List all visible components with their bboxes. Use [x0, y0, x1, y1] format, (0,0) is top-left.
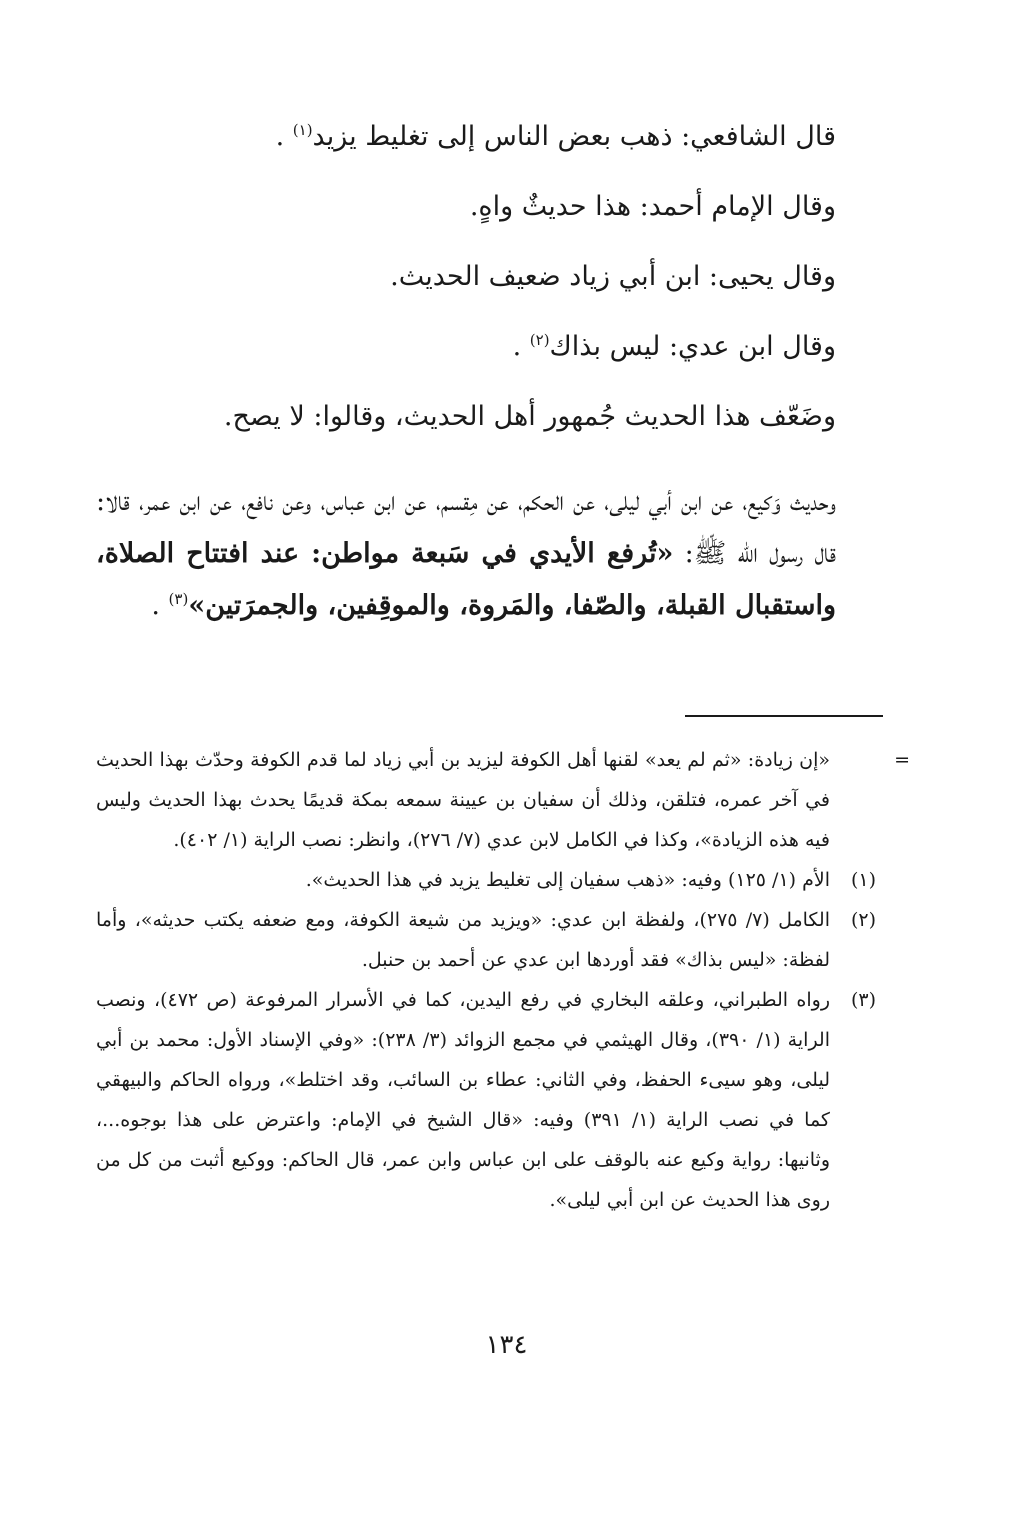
continuation-marker: =: [894, 749, 910, 771]
footnote-number: (٢): [850, 909, 876, 931]
line-end: .: [275, 121, 293, 152]
footnote-text: «إن زيادة: «ثم لم يعد» لقنها أهل الكوفة ليزيد بن أبي زياد لما قدم الكوفة وحدّث بهذا الحديث في آخر عمره، فتلقن، وذلك أن سفيان بن عيينة سمعه بمكة قديمًا يحدث بهذا الحديث وليس فيه هذه الزيادة»، وكذا في الكامل لابن عدي (٧/ ٢٧٦)، وانظر: نصب الراية (١/ ٤٠٢).: [96, 749, 830, 851]
footnote-text: الكامل (٧/ ٢٧٥)، ولفظة ابن عدي: «ويزيد من شيعة الكوفة، ومع ضعفه يكتب حديثه»، وأما لفظة: «ليس بذاك» فقد أوردها ابن عدي عن أحمد بن حنبل.: [96, 909, 830, 971]
hadith-paragraph: [96, 476, 836, 632]
line-text: قال الشافعي: ذهب بعض الناس إلى تغليط يزيد: [312, 121, 836, 152]
footnote-number: (١): [850, 869, 876, 891]
text-line: [96, 118, 836, 188]
page-number: ١٣٤: [485, 1330, 528, 1360]
line-text: وقال ابن عدي: ليس بذاك: [549, 331, 836, 362]
main-text: [96, 118, 836, 632]
text-line: وضَعّف هذا الحديث جُمهور أهل الحديث، وقالوا: لا يصح.: [223, 401, 836, 432]
footnote-text: رواه الطبراني، وعلقه البخاري في رفع اليدين، كما في الأسرار المرفوعة (ص ٤٧٢)، ونصب الراية (١/ ٣٩٠)، وقال الهيثمي في مجمع الزوائد (٣/ ٢٣٨): «وفي الإسناد الأول: محمد بن أبي ليلى، وهو سيىء الحفظ، وفي الثاني: عطاء بن السائب، وقد اختلط»، ورواه الحاكم والبيهقي كما في نصب الراية (١/ ٣٩١) وفيه: «قال الشيخ في الإمام: واعترض على هذا بوجوه...، وثانيها: رواية وكيع عنه بالوقف على ابن عباس وابن عمر، قال الحاكم: ووكيع أثبت من كل من روى هذا الحديث عن ابن أبي ليلى».: [96, 989, 830, 1211]
footnote-continuation: [96, 740, 910, 860]
footnotes: [96, 740, 910, 1220]
paragraph-text: وحديث وَكيع، عن ابن أبي ليلى، عن الحكم، عن مِقسم، عن ابن عباس، وعن نافع، عن ابن عمر، قالا: قال رسول الله ﷺ:: [96, 486, 837, 569]
text-line: وقال الإمام أحمد: هذا حديثٌ واهٍ.: [469, 191, 836, 222]
footnote-text: الأم (١/ ١٢٥) وفيه: «ذهب سفيان إلى تغليط يزيد في هذا الحديث».: [305, 869, 830, 891]
paragraph-end: .: [151, 590, 169, 621]
text-line: وقال يحيى: ابن أبي زياد ضعيف الحديث.: [390, 261, 836, 292]
footnote-separator: [685, 715, 883, 717]
footnote: [96, 900, 876, 980]
footnote-number: (٣): [850, 989, 876, 1011]
footnote-ref: (١): [292, 121, 313, 139]
footnote: [96, 860, 876, 900]
footnote-ref: (٣): [168, 590, 189, 608]
hadith-quote: «تُرفع الأيدي في سَبعة مواطن: عند افتتاح الصلاة، واستقبال القبلة، والصّفا، والمَروة، والموقِفين، والجمرَتين»: [96, 538, 836, 621]
footnote-ref: (٢): [529, 331, 550, 349]
footnote: [96, 980, 876, 1220]
text-line: [96, 328, 836, 398]
line-end: .: [512, 331, 530, 362]
